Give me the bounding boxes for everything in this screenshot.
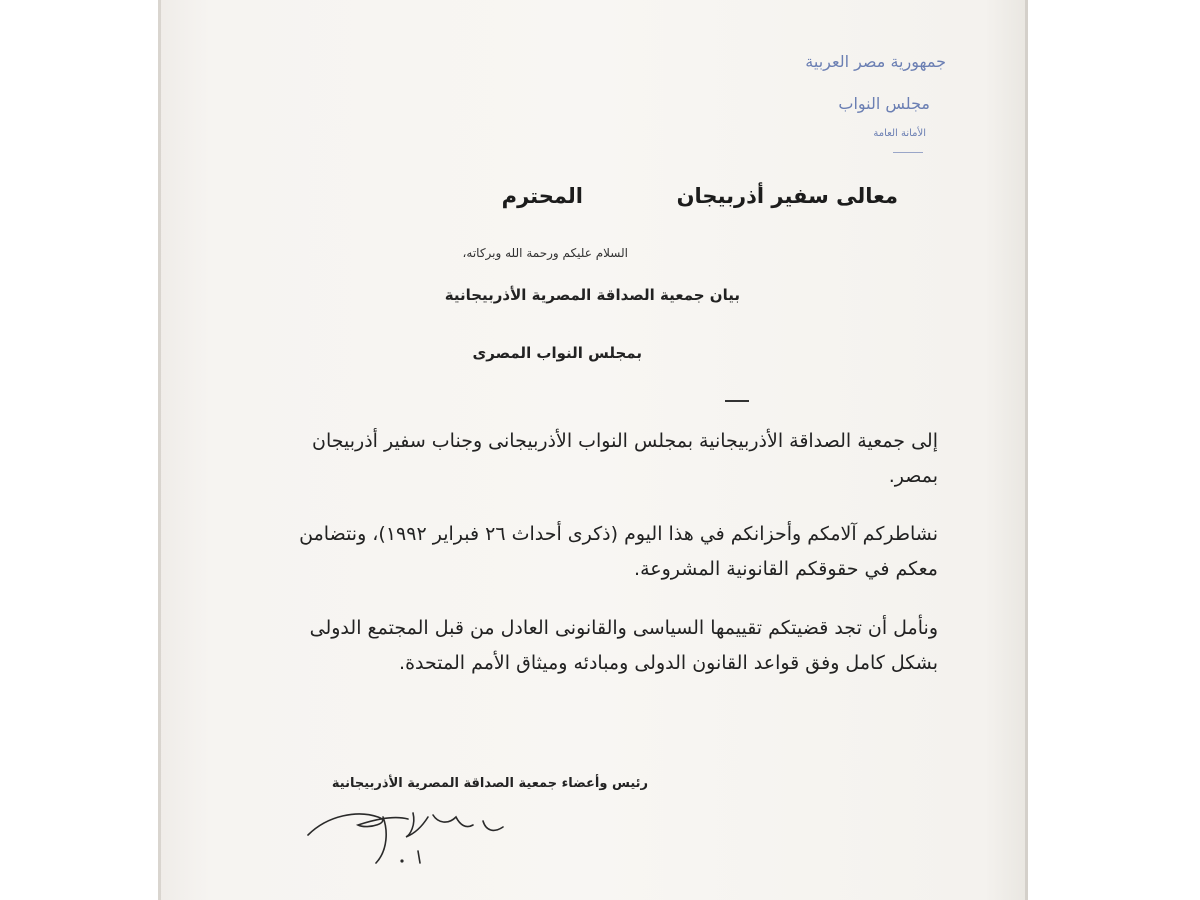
letterhead-country: جمهورية مصر العربية xyxy=(805,52,946,71)
letterhead-underline xyxy=(893,152,923,153)
letterhead-secretariat: الأمانة العامة xyxy=(873,128,926,139)
addressee-title: معالى سفير أذربيجان xyxy=(676,184,898,208)
greeting: السلام عليكم ورحمة الله وبركاته، xyxy=(462,246,628,260)
body-paragraph-3: ونأمل أن تجد قضيتكم تقييمها السياسى والقانونى العادل من قبل المجتمع الدولى بشكل كامل وفق قواعد القانون الدولى ومبادئه وميثاق الأمم المتحدة. xyxy=(309,617,938,674)
addressee-honorific: المحترم xyxy=(501,184,583,208)
letter-paper xyxy=(158,0,1028,900)
handwritten-signature xyxy=(298,795,518,875)
subject-line-2: بمجلس النواب المصرى xyxy=(472,344,642,362)
body-paragraph-2: نشاطركم آلامكم وأحزانكم في هذا اليوم (ذكرى أحداث ٢٦ فبراير ١٩٩٢)، ونتضامن معكم في حقوقكم القانونية المشروعة. xyxy=(299,523,938,580)
paper-right-edge xyxy=(1025,0,1028,900)
paper-left-edge xyxy=(158,0,161,900)
signer-line: رئيس وأعضاء جمعية الصداقة المصرية الأذربيجانية xyxy=(331,776,648,791)
body-paragraph-1: إلى جمعية الصداقة الأذربيجانية بمجلس النواب الأذربيجانى وجناب سفير أذربيجان بمصر. xyxy=(312,430,938,487)
subject-line-1: بيان جمعية الصداقة المصرية الأذربيجانية xyxy=(444,286,740,304)
letterhead-council: مجلس النواب xyxy=(838,94,930,113)
separator-dash xyxy=(725,400,749,402)
